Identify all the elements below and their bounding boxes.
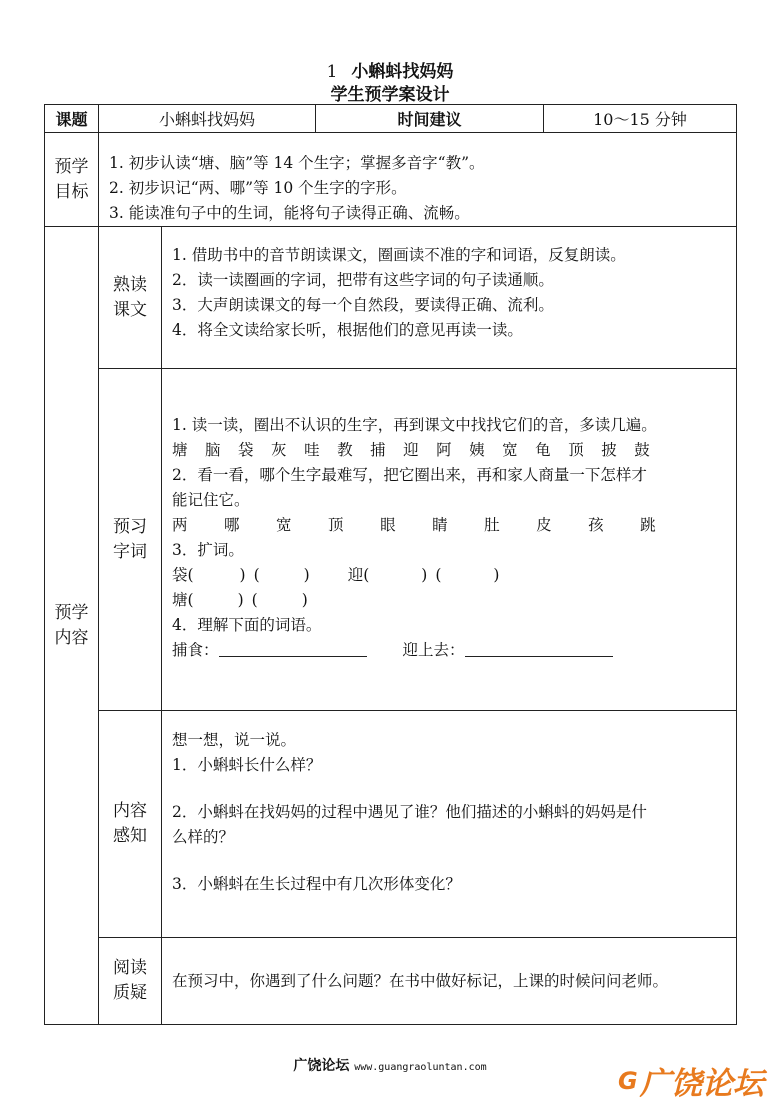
words-item-3: 3．扩词。 xyxy=(172,541,244,559)
char-item: 孩 xyxy=(588,516,605,534)
words-item-2: 2．看一看，哪个生字最难写，把它圈出来，再和家人商量一下怎样才 xyxy=(172,466,647,484)
char-item: 捕 xyxy=(370,441,387,459)
time-label: 时间建议 xyxy=(316,105,544,133)
questions-row xyxy=(45,938,737,1025)
char-item: 宽 xyxy=(502,441,519,459)
reading-label: 熟读 课文 xyxy=(99,227,162,369)
content-label: 预学 内容 xyxy=(45,227,99,1025)
char-item: 迎 xyxy=(403,441,420,459)
char-item: 袋 xyxy=(238,441,255,459)
char-item: 脑 xyxy=(205,441,222,459)
char-item: 跳 xyxy=(640,516,657,534)
char-item: 阿 xyxy=(436,441,453,459)
footer-brand: 广饶论坛 xyxy=(293,1058,350,1074)
char-list-1 xyxy=(172,438,730,463)
char-item: 哇 xyxy=(304,441,321,459)
char-item: 哪 xyxy=(224,516,241,534)
goals-row xyxy=(45,133,737,227)
goals-list xyxy=(99,133,737,227)
char-item: 两 xyxy=(172,516,189,534)
words-item-1: 1. 读一读，圈出不认识的生字，再到课文中找找它们的音，多读几遍。 xyxy=(172,416,657,434)
logo-g-icon: G xyxy=(618,1066,638,1095)
lesson-number: 1 xyxy=(326,62,338,82)
header-row xyxy=(45,105,737,133)
words-label: 预习 字词 xyxy=(99,369,162,711)
reading-item: 2．读一读圈画的字词，把带有这些字词的句子读通顺。 xyxy=(172,271,554,289)
reading-item: 1. 借助书中的音节朗读课文，圈画读不准的字和词语，反复朗读。 xyxy=(172,246,626,264)
term-1-blank[interactable] xyxy=(219,642,367,657)
reading-list xyxy=(162,227,737,369)
char-item: 顶 xyxy=(328,516,345,534)
topic-label: 课题 xyxy=(45,105,99,133)
term-line xyxy=(172,638,730,663)
term-2-blank[interactable] xyxy=(465,642,613,657)
words-item-2-cont: 能记住它。 xyxy=(172,491,250,509)
char-item: 教 xyxy=(337,441,354,459)
words-section xyxy=(162,369,737,711)
goal-item: 2. 初步识记“两、哪”等 10 个生字的字形。 xyxy=(109,179,407,197)
expand-line-1: 袋( ) ( ) 迎( ) ( ) xyxy=(172,566,500,584)
goals-label: 预学 目标 xyxy=(45,133,99,227)
sense-q2: 2．小蝌蚪在找妈妈的过程中遇见了谁？他们描述的小蝌蚪的妈妈是什 xyxy=(172,803,647,821)
document-subtitle: 学生预学案设计 xyxy=(330,85,450,105)
questions-text: 在预习中，你遇到了什么问题？在书中做好标记，上课的时候问问老师。 xyxy=(162,938,737,1025)
char-item: 披 xyxy=(601,441,618,459)
logo-text: 广饶论坛 xyxy=(639,1066,764,1102)
footer-url[interactable]: www.guangraoluntan.com xyxy=(354,1062,487,1073)
questions-label: 阅读 质疑 xyxy=(99,938,162,1025)
char-item: 龟 xyxy=(535,441,552,459)
char-item: 灰 xyxy=(271,441,288,459)
expand-line-2: 塘( ) ( ) xyxy=(172,591,308,609)
reading-row xyxy=(45,227,737,369)
sense-label: 内容 感知 xyxy=(99,711,162,938)
char-item: 塘 xyxy=(172,441,189,459)
term-2: 迎上去： xyxy=(402,641,465,659)
char-item: 肚 xyxy=(484,516,501,534)
char-item: 宽 xyxy=(276,516,293,534)
words-item-4: 4．理解下面的词语。 xyxy=(172,616,322,634)
char-item: 顶 xyxy=(568,441,585,459)
term-1: 捕食： xyxy=(172,641,219,659)
sense-intro: 想一想，说一说。 xyxy=(172,731,297,749)
sense-section xyxy=(162,711,737,938)
reading-item: 4．将全文读给家长听，根据他们的意见再读一读。 xyxy=(172,321,523,339)
goal-item: 3. 能读准句子中的生词，能将句子读得正确、流畅。 xyxy=(109,204,470,222)
topic-value: 小蝌蚪找妈妈 xyxy=(99,105,316,133)
lesson-title: 小蝌蚪找妈妈 xyxy=(351,62,454,82)
char-item: 眼 xyxy=(380,516,397,534)
lesson-plan-table xyxy=(44,104,737,1025)
document-title xyxy=(0,57,780,82)
time-value: 10～15 分钟 xyxy=(544,105,737,133)
sense-q3: 3．小蝌蚪在生长过程中有几次形体变化？ xyxy=(172,875,461,893)
sense-row xyxy=(45,711,737,938)
char-item: 睛 xyxy=(432,516,449,534)
words-row xyxy=(45,369,737,711)
char-item: 鼓 xyxy=(634,441,651,459)
reading-item: 3．大声朗读课文的每一个自然段，要读得正确、流利。 xyxy=(172,296,554,314)
brand-logo xyxy=(618,1058,764,1103)
sense-q1: 1．小蝌蚪长什么样？ xyxy=(172,756,322,774)
goal-item: 1. 初步认读“塘、脑”等 14 个生字；掌握多音字“教”。 xyxy=(109,154,485,172)
char-item: 姨 xyxy=(469,441,486,459)
sense-q2-cont: 么样的？ xyxy=(172,828,235,846)
char-list-2 xyxy=(172,513,730,538)
char-item: 皮 xyxy=(536,516,553,534)
